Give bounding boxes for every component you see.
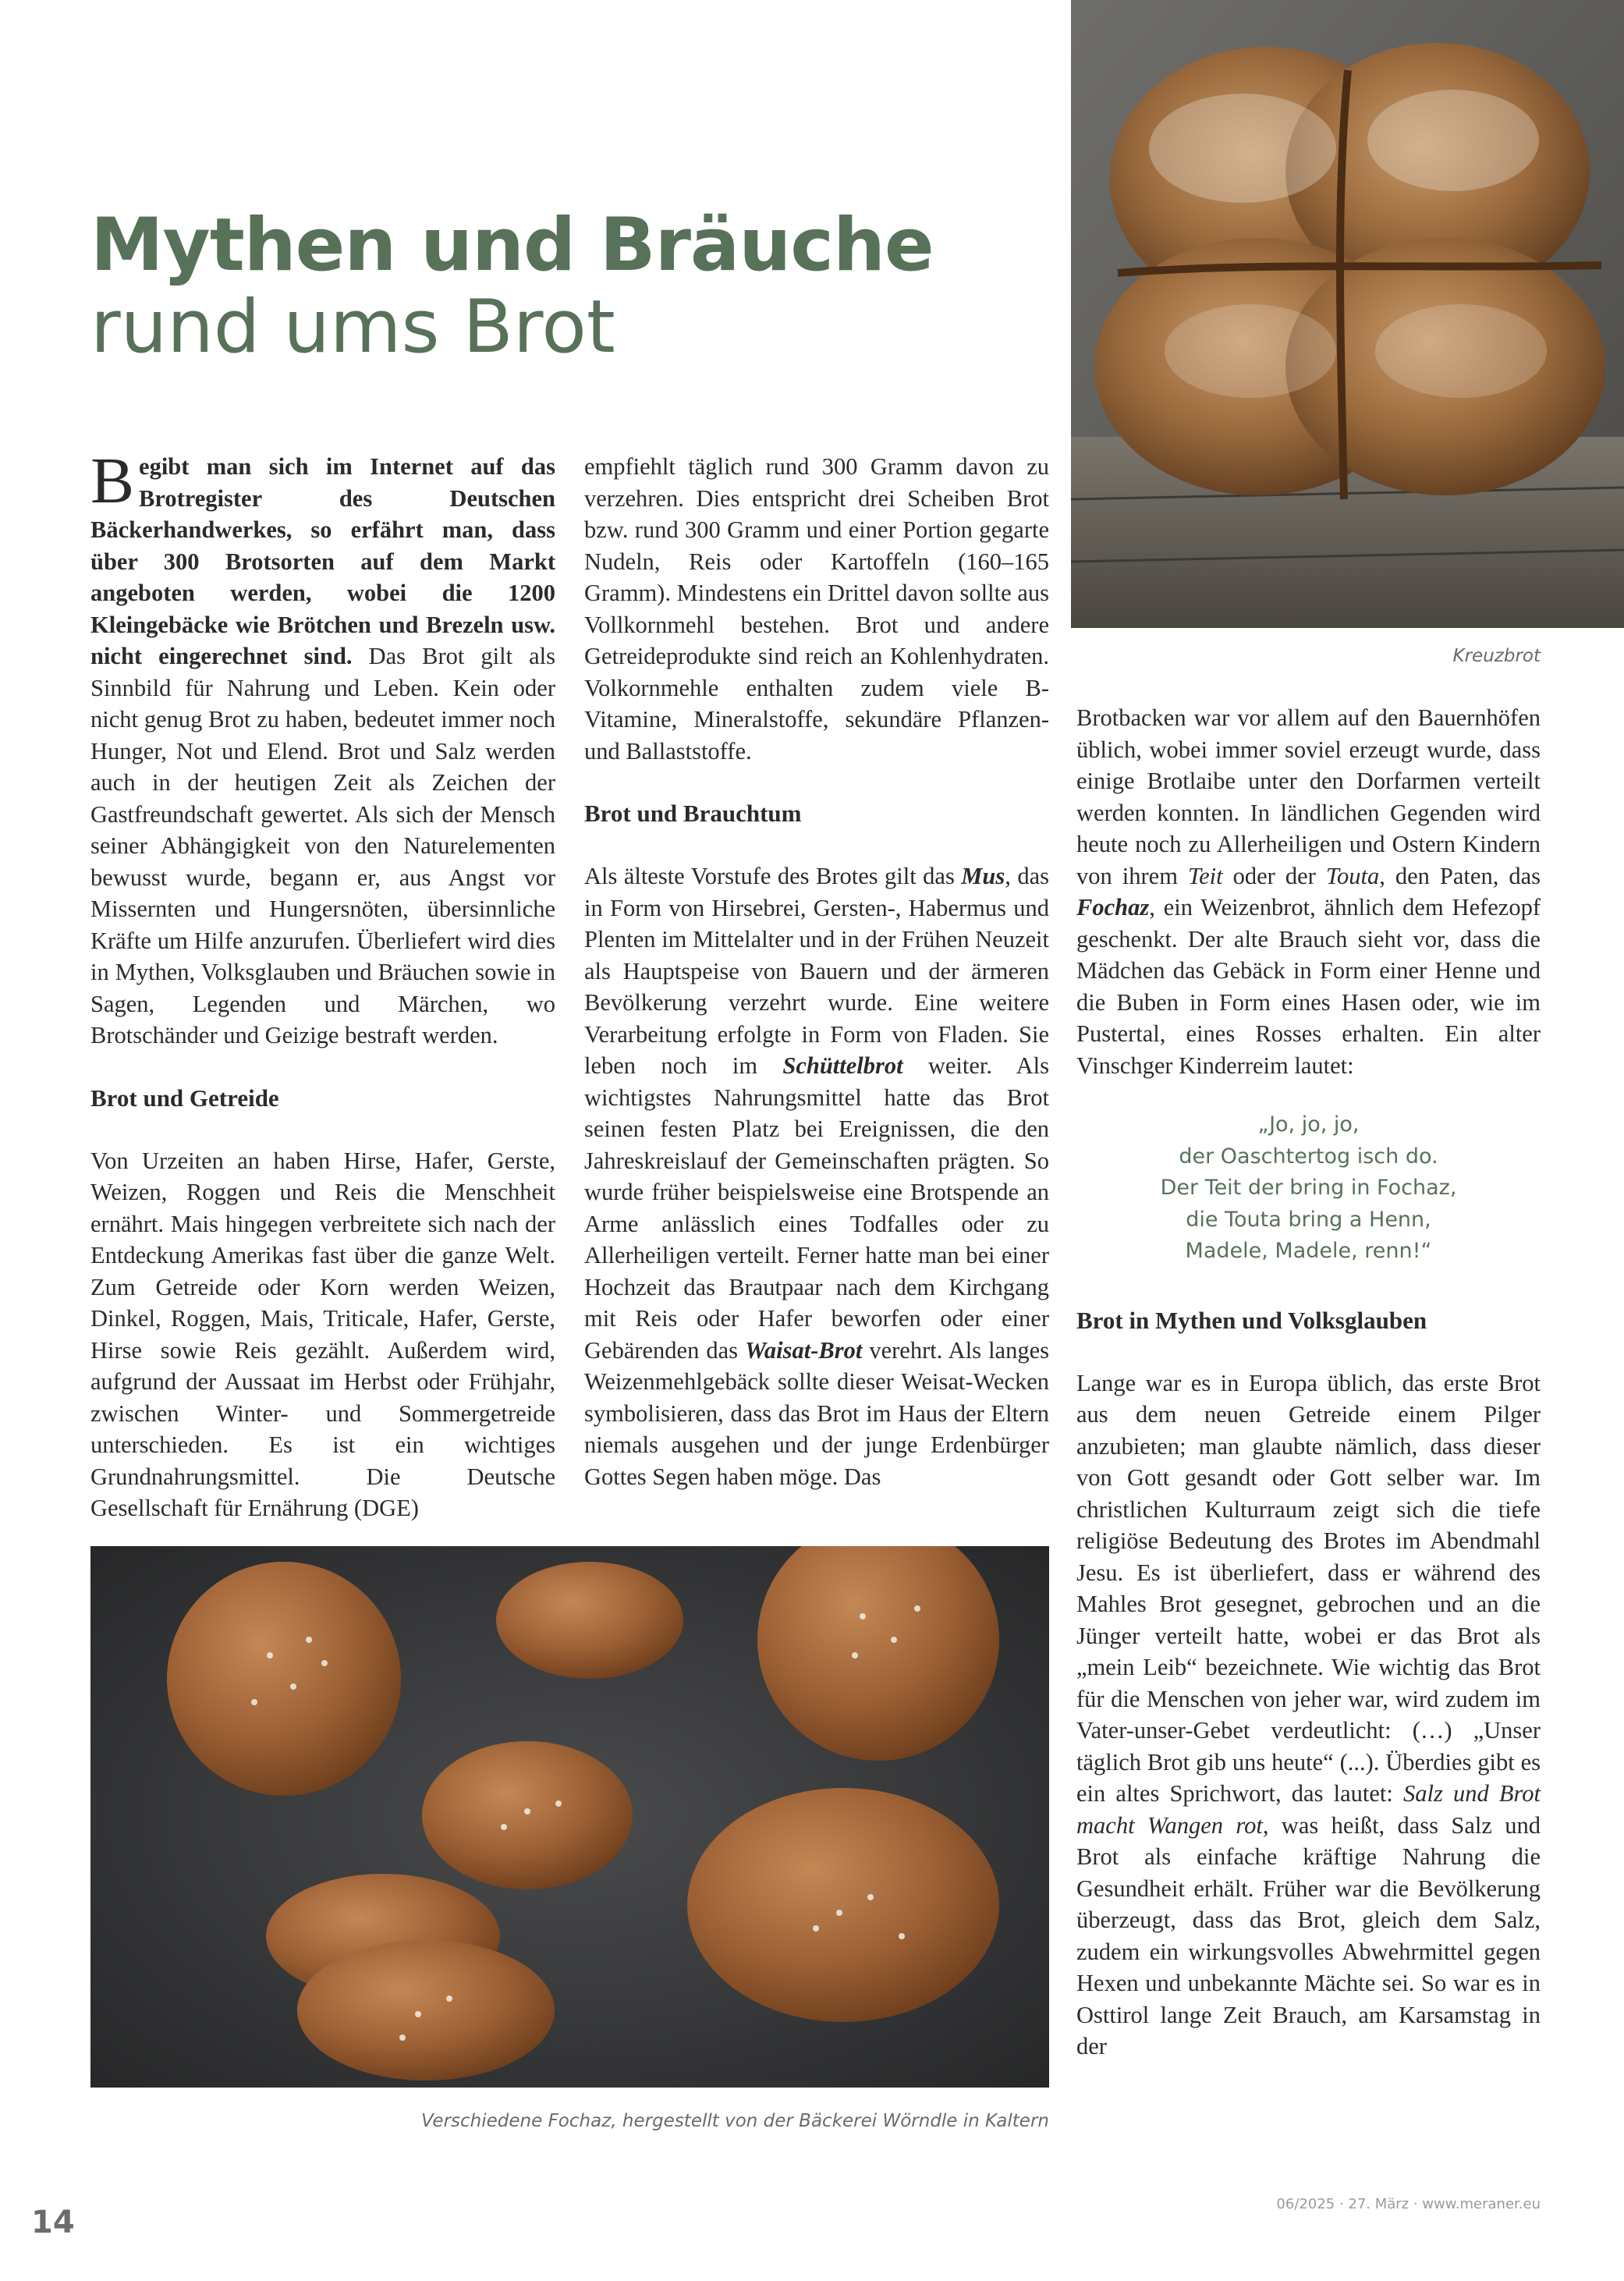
dropcap: B <box>90 445 135 517</box>
verse-line: Der Teit der bring in Fochaz, <box>1160 1176 1457 1200</box>
column-3 <box>1076 702 1541 2063</box>
text-run: , den Paten, das <box>1379 862 1541 889</box>
term-salz-und-brot: Salz und Brot macht Wangen rot <box>1076 1780 1541 1839</box>
article-title <box>90 204 934 369</box>
page-number: 14 <box>31 2205 75 2240</box>
term-teit: Teit <box>1187 862 1223 889</box>
text-run: , das in Form von Hirsebrei, Gersten-, Habermus und Plenten im Mittelalter und in der Frühen Neuzeit als Hauptspeise von Bauern und der ärmeren Bevölkerung verzehrt wurde. Eine weitere Verarbeitung erfolgte in Form von Fladen. Sie leben noch im <box>584 863 1049 1079</box>
text-run: Brotbacken war vor allem auf den Bauernhöfen üblich, wobei immer soviel erzeugt wurde, dass einige Brotlaibe unter den Dorfarmen verteilt werden konnten. In ländlichen Gegenden wird heute noch zu Allerheiligen und Ostern Kindern von ihrem <box>1076 704 1541 889</box>
text-run: verehrt. Als langes Weizenmehlgebäck sollte dieser Weisat-Wecken symbolisieren, dass das Brot im Haus der Eltern niemals ausgehen und der junge Erdenbürger Gottes Segen haben möge. Das <box>584 1336 1049 1490</box>
fochaz-caption: Verschiedene Fochaz, hergestellt von der Bäckerei Wörndle in Kaltern <box>421 2111 1049 2131</box>
verse-line: Madele, Madele, renn!“ <box>1185 1239 1432 1263</box>
heading-brot-und-getreide: Brot und Getreide <box>90 1084 279 1112</box>
verse-line: die Touta bring a Henn, <box>1186 1207 1431 1232</box>
paragraph-getreide: Von Urzeiten an haben Hirse, Hafer, Gerste, Weizen, Roggen und Reis die Menschheit ernährt. Mais hingegen verbreitete sich nach der Entdeckung Amerikas fast über die ganze Welt. Zum Getreide oder Korn werden Weizen, Dinkel, Roggen, Mais, Triticale, Hafer, Gerste, Hirse sowie Reis gezählt. Außerdem wird, aufgrund der Aussaat im Herbst oder Frühjahr, zwischen Winter- und Sommergetreide unterschieden. Es ist ein wichtiges Grundnahrungsmittel. Die Deutsche Gesellschaft für Ernährung (DGE) <box>90 1147 555 1521</box>
term-waisat-brot: Waisat-Brot <box>745 1336 863 1364</box>
term-mus: Mus <box>961 863 1005 889</box>
kreuzbrot-caption: Kreuzbrot <box>1452 646 1541 666</box>
column-2 <box>584 451 1049 1492</box>
paragraph-brotbacken <box>1076 702 1541 1081</box>
intro-paragraph <box>90 445 555 1052</box>
lead-text: egibt man sich im Internet auf das Brotregister des Deutschen Bäckerhandwerkes, so erfährt man, dass über 300 Brotsorten auf dem Markt angeboten werden, wobei die 1200 Kleingebäcke wie Brötchen und Brezeln usw. nicht eingerechnet sind. <box>90 453 555 669</box>
heading-mythen-volksglauben: Brot in Mythen und Volksglauben <box>1076 1306 1427 1334</box>
paragraph-brauchtum <box>584 860 1049 1492</box>
verse-line: „Jo, jo, jo, <box>1257 1112 1360 1137</box>
text-run: oder der <box>1222 862 1326 889</box>
text-run: Lange war es in Europa üblich, das erste Brot aus dem neuen Getreide einem Pilger anzubieten; man glaubte nämlich, dass dieser von Gott gesandt oder Gott selber war. Im christlichen Kulturraum zeigt sich die tiefe religiöse Bedeutung des Brotes im Abendmahl Jesu. Es ist überliefert, dass er während des Mahles Brot gesegnet, gebrochen und an die Jünger verteilt hatte, wobei er das Brot als „mein Leib“ bezeichnete. Wie wichtig das Brot für die Menschen von jeher war, wird zudem im Vater-unser-Gebet verdeutlicht: (…) „Unser täglich Brot gib uns heute“ (...). Überdies gibt es ein altes Sprichwort, das lautet: <box>1076 1369 1541 1807</box>
title-line-2: rund ums Brot <box>90 285 615 371</box>
fochaz-photo <box>90 1546 1049 2088</box>
paragraph-mythen <box>1076 1368 1541 2063</box>
kinderreim-verse <box>1076 1109 1541 1268</box>
term-touta: Touta <box>1325 862 1380 889</box>
title-line-1: Mythen und Bräuche <box>90 203 934 288</box>
text-run: weiter. Als wichtigstes Nahrungsmittel hatte das Brot seinen festen Platz bei Ereignissen, die den Jahreskreislauf der Gemeinschaften prägten. So wurde früher beispielsweise eine Brotspende an Arme anlässlich eines Todfalles oder zu Allerheiligen verteilt. Ferner hatte man bei einer Hochzeit das Brautpaar nach dem Kirchgang mit Reis oder Hafer beworfen oder einer Gebärenden das <box>584 1052 1049 1364</box>
term-schuettelbrot: Schüttelbrot <box>782 1052 903 1079</box>
text-run: , ein Weizenbrot, ähnlich dem Hefezopf geschenkt. Der alte Brauch sieht vor, dass die Mädchen das Gebäck in Form einer Henne und die Buben in Form eines Hasen oder, wie im Pustertal, eines Rosses erhalten. Ein alter Vinschger Kinderreim lautet: <box>1076 894 1541 1079</box>
paragraph-dge: empfiehlt täglich rund 300 Gramm davon zu verzehren. Dies entspricht drei Scheiben Brot bzw. rund 300 Gramm und einer Portion gegarte Nudeln, Reis oder Kartoffeln (160–165 Gramm). Mindestens ein Drittel davon sollte aus Vollkornmehl bestehen. Brot und andere Getreideprodukte sind reich an Kohlenhydraten. Volkornmehle enthalten zudem viele B-Vitamine, Mineralstoffe, sekundäre Pflanzen- und Ballaststoffe. <box>584 453 1049 764</box>
kreuzbrot-photo <box>1071 0 1624 628</box>
heading-brot-und-brauchtum: Brot und Brauchtum <box>584 800 802 827</box>
text-run: , was heißt, dass Salz und Brot als einfache kräftige Nahrung die Gesundheit erhält. Früher war die Bevölkerung überzeugt, dass das Brot, gleich dem Salz, zudem ein wirkungsvolles Abwehrmittel gegen Hexen und unbekannte Mächte sei. So war es in Osttirol lange Zeit Brauch, am Karsamstag in der <box>1076 1811 1541 2059</box>
verse-line: der Oaschtertog isch do. <box>1179 1144 1438 1169</box>
term-fochaz: Fochaz <box>1076 894 1150 921</box>
column-1 <box>90 445 555 1524</box>
issue-footer: 06/2025 · 27. März · www.meraner.eu <box>1276 2196 1541 2212</box>
text-run: Als älteste Vorstufe des Brotes gilt das <box>584 863 962 889</box>
intro-text: Das Brot gilt als Sinnbild für Nahrung und Leben. Kein oder nicht genug Brot zu haben, bedeutet immer noch Hunger, Not und Elend. Brot und Salz werden auch in der heutigen Zeit als Zeichen der Gastfreundschaft gewertet. Als sich der Mensch seiner Abhängigkeit von den Naturelementen bewusst wurde, begann er, aus Angst vor Missernten und Hungersnöten, übersinnliche Kräfte um Hilfe anzurufen. Überliefert wird dies in Mythen, Volksglauben und Bräuchen sowie in Sagen, Legenden und Märchen, wo Brotschänder und Geizige bestraft werden. <box>90 643 555 1048</box>
